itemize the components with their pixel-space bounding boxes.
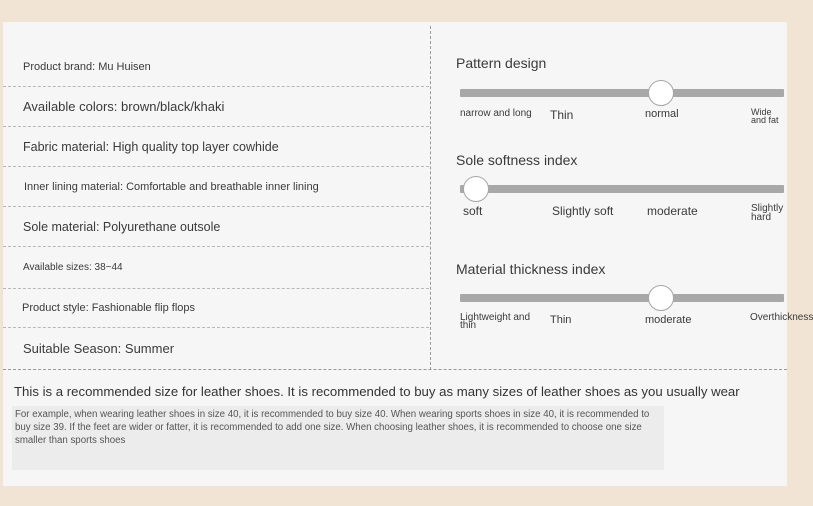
- horizontal-divider: [3, 369, 787, 370]
- spec-text: Sole material: Polyurethane outsole: [23, 219, 221, 234]
- spec-row-fabric: [3, 127, 429, 167]
- softness-slider-track: [460, 185, 784, 193]
- thickness-tick-4: Overthickness: [750, 312, 813, 323]
- spec-text: Suitable Season: Summer: [23, 340, 175, 356]
- index-title-softness: Sole softness index: [456, 152, 578, 168]
- size-recommendation-headline: This is a recommended size for leather shoes. It is recommended to buy as many sizes of leather shoes as you usually wear: [14, 384, 740, 399]
- pattern-tick-2: Thin: [550, 108, 574, 122]
- pattern-tick-4: Wide and fat: [751, 107, 779, 125]
- size-recommendation-body: For example, when wearing leather shoes in size 40, it is recommended to buy size 40. When wearing sports shoes in size 40, it is recommended to buy size 39. If the feet are wider or fatter, it is recommended to add one size. When choosing leather shoes, it is recommended to choose one size smaller than sports shoes: [12, 406, 664, 470]
- spec-list: [3, 22, 429, 368]
- thickness-slider-track: [460, 294, 784, 302]
- spec-text: Product brand: Mu Huisen: [23, 61, 151, 73]
- softness-tick-2: Slightly soft: [552, 204, 614, 218]
- spec-row-sizes: [3, 247, 429, 289]
- spec-text: Fabric material: High quality top layer cowhide: [23, 139, 279, 154]
- spec-row-brand: [3, 48, 429, 87]
- spec-row-colors: [3, 87, 429, 127]
- spec-text: Available colors: brown/black/khaki: [23, 99, 225, 114]
- spec-row-season: [3, 328, 429, 368]
- spec-text: Inner lining material: Comfortable and breathable inner lining: [24, 180, 319, 193]
- vertical-divider: [430, 26, 431, 370]
- spec-text: Product style: Fashionable flip flops: [22, 302, 196, 314]
- index-title-thickness: Material thickness index: [456, 261, 606, 277]
- thickness-tick-2: Thin: [550, 314, 572, 326]
- pattern-slider-knob: [648, 80, 674, 106]
- pattern-tick-1: narrow and long: [460, 108, 532, 119]
- thickness-slider-knob: [648, 285, 674, 311]
- bottom-band: [0, 487, 790, 506]
- spec-row-lining: [3, 167, 429, 207]
- pattern-slider-track: [460, 89, 784, 97]
- pattern-tick-3: normal: [645, 108, 679, 120]
- softness-tick-1: soft: [463, 204, 483, 218]
- index-title-pattern: Pattern design: [456, 55, 547, 71]
- thickness-tick-1: Lightweight and thin: [460, 312, 531, 331]
- spec-text: Available sizes: 38~44: [23, 262, 123, 273]
- thickness-tick-3: moderate: [645, 314, 692, 326]
- spec-row-sole: [3, 207, 429, 247]
- softness-tick-4: Slightly hard: [751, 203, 784, 223]
- spec-row-style: [3, 289, 429, 328]
- softness-slider-knob: [463, 176, 489, 202]
- softness-tick-3: moderate: [647, 204, 698, 218]
- index-list: [433, 22, 813, 368]
- spec-panel: [3, 22, 813, 486]
